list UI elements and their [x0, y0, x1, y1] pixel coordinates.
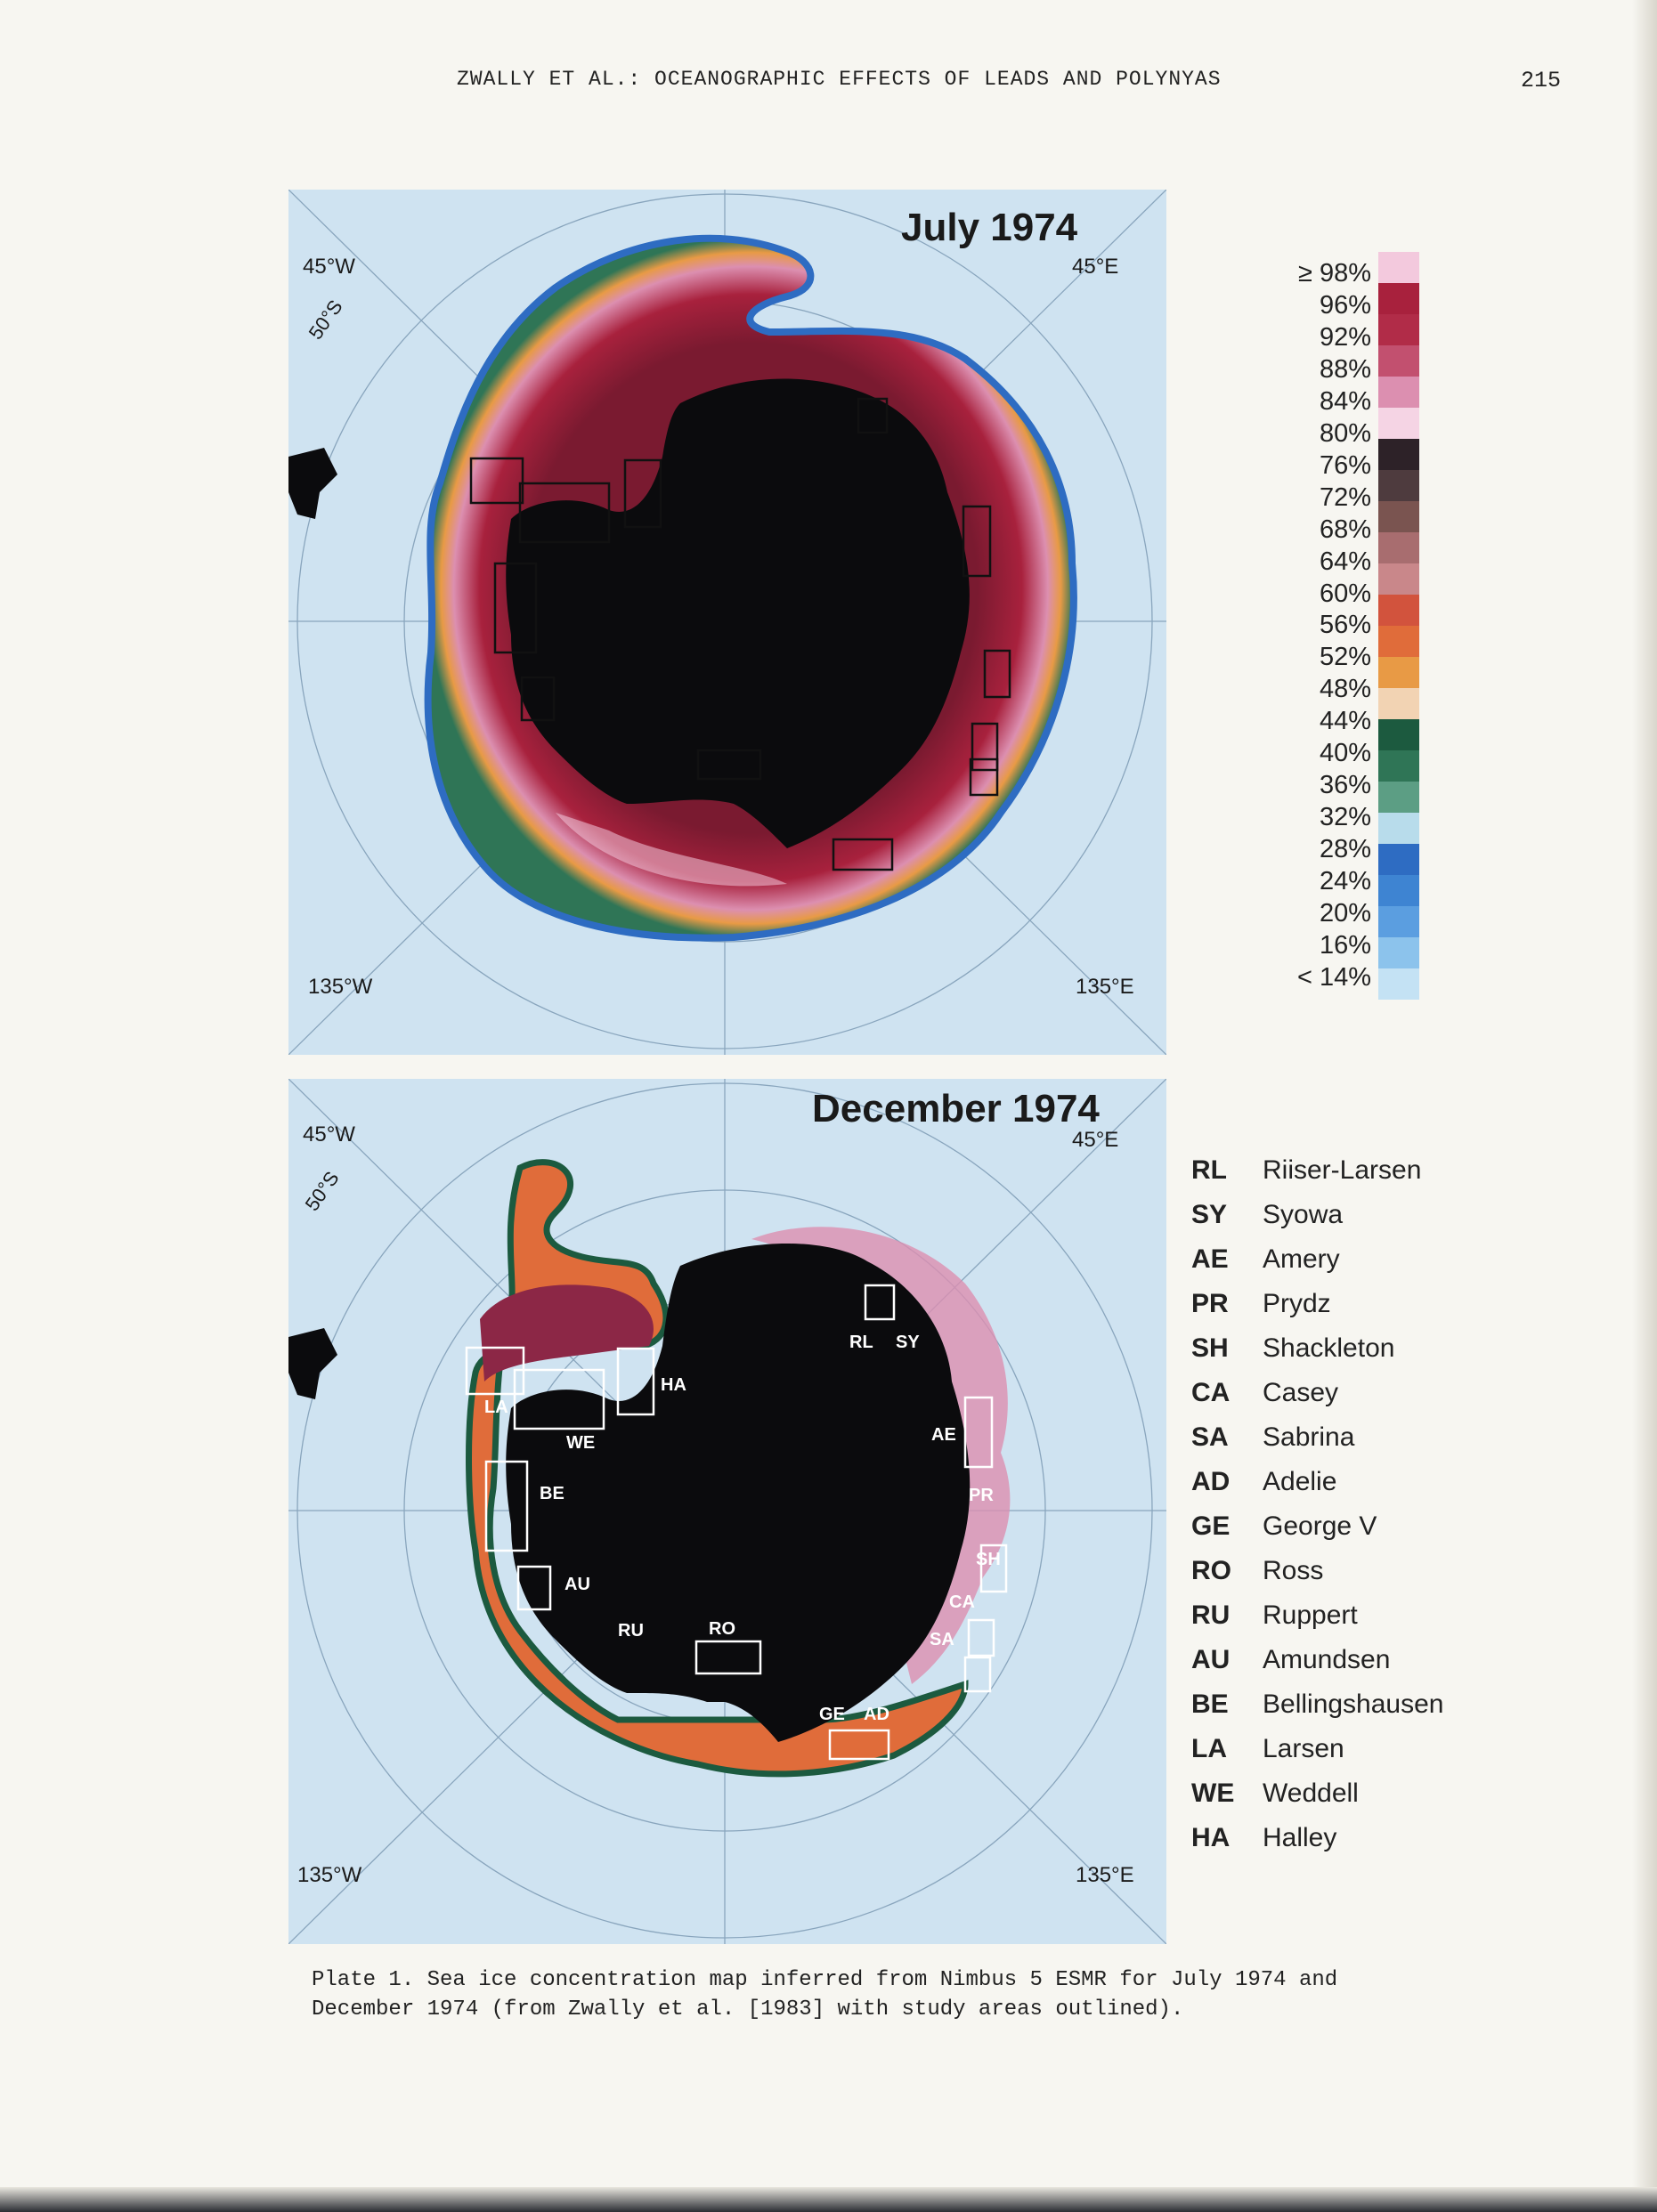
- legend-swatch: [1378, 439, 1419, 470]
- key-name: Sabrina: [1263, 1422, 1355, 1452]
- legend-swatch: [1378, 532, 1419, 563]
- key-code: SY: [1191, 1200, 1228, 1229]
- legend-color-bar: [1378, 252, 1419, 1000]
- label-135e: 135°E: [1076, 1863, 1134, 1887]
- region-label-sh: SH: [976, 1550, 1001, 1569]
- key-row: [1191, 1727, 1443, 1771]
- plate-caption: [312, 1965, 1514, 2024]
- legend-swatch: [1378, 563, 1419, 595]
- key-row: [1191, 1816, 1443, 1860]
- key-name: Riiser-Larsen: [1263, 1155, 1422, 1185]
- key-name: Ruppert: [1263, 1600, 1358, 1630]
- map-december-1974: [288, 1079, 1166, 1944]
- key-name: Syowa: [1263, 1200, 1344, 1229]
- legend-labels: [1297, 261, 1371, 991]
- label-45w: 45°W: [303, 255, 355, 279]
- map-july-1974: [288, 190, 1166, 1055]
- legend-label: 32%: [1319, 803, 1371, 832]
- key-code: GE: [1191, 1511, 1231, 1541]
- legend-swatch: [1378, 844, 1419, 875]
- key-row: [1191, 1148, 1443, 1193]
- legend-label: 16%: [1319, 931, 1371, 960]
- region-label-ro: RO: [709, 1619, 735, 1639]
- legend-swatch: [1378, 813, 1419, 844]
- legend-label: 48%: [1319, 675, 1371, 704]
- key-row: [1191, 1682, 1443, 1727]
- legend-label: ≥ 98%: [1297, 259, 1371, 288]
- key-code: SH: [1191, 1333, 1229, 1363]
- page-number: 215: [1521, 68, 1562, 93]
- key-name: Bellingshausen: [1263, 1689, 1444, 1719]
- legend-label: 64%: [1319, 547, 1371, 576]
- region-label-ad: AD: [864, 1705, 889, 1724]
- key-row: [1191, 1371, 1443, 1415]
- legend-label: 96%: [1319, 290, 1371, 320]
- legend-label: 88%: [1319, 354, 1371, 384]
- key-row: [1191, 1549, 1443, 1593]
- legend-swatch: [1378, 283, 1419, 314]
- map-december-svg: [288, 1079, 1166, 1944]
- key-row: [1191, 1282, 1443, 1326]
- legend-swatch: [1378, 875, 1419, 906]
- region-label-ha: HA: [661, 1375, 686, 1395]
- legend-label: 72%: [1319, 482, 1371, 512]
- legend-label: 20%: [1319, 899, 1371, 928]
- legend-swatch: [1378, 719, 1419, 750]
- legend-label: 68%: [1319, 515, 1371, 544]
- legend-swatch: [1378, 782, 1419, 813]
- key-code: SA: [1191, 1422, 1229, 1452]
- key-row: [1191, 1771, 1443, 1816]
- key-row: [1191, 1237, 1443, 1282]
- key-row: [1191, 1326, 1443, 1371]
- key-name: Prydz: [1263, 1289, 1331, 1318]
- region-label-rl: RL: [849, 1333, 873, 1352]
- key-row: [1191, 1593, 1443, 1638]
- label-50s: 50°S: [304, 296, 347, 344]
- legend-label: 60%: [1319, 579, 1371, 608]
- key-name: Amundsen: [1263, 1645, 1391, 1674]
- legend-swatch: [1378, 906, 1419, 937]
- label-45e: 45°E: [1072, 255, 1119, 279]
- legend-swatch: [1378, 408, 1419, 439]
- legend-label: 40%: [1319, 739, 1371, 768]
- map-title: July 1974: [901, 206, 1078, 249]
- label-45e: 45°E: [1072, 1128, 1119, 1152]
- legend-swatch: [1378, 595, 1419, 626]
- key-name: Shackleton: [1263, 1333, 1395, 1363]
- concentration-legend: [1247, 252, 1425, 1000]
- key-name: Amery: [1263, 1244, 1340, 1274]
- label-135w: 135°W: [308, 975, 373, 999]
- label-135e: 135°E: [1076, 975, 1134, 999]
- key-row: [1191, 1460, 1443, 1504]
- legend-label: < 14%: [1296, 962, 1371, 992]
- key-name: Casey: [1263, 1378, 1339, 1407]
- legend-label: 24%: [1319, 867, 1371, 896]
- caption-line-2: December 1974 (from Zwally et al. [1983] with study areas outlined).: [312, 1997, 1184, 2022]
- key-code: RU: [1191, 1600, 1231, 1630]
- key-row: [1191, 1193, 1443, 1237]
- legend-swatch: [1378, 968, 1419, 1000]
- legend-label: 84%: [1319, 386, 1371, 416]
- region-label-ae: AE: [931, 1425, 956, 1445]
- page-edge-shadow: [1632, 0, 1657, 2212]
- key-code: AU: [1191, 1645, 1231, 1674]
- legend-swatch: [1378, 377, 1419, 408]
- legend-label: 44%: [1319, 707, 1371, 736]
- legend-swatch: [1378, 688, 1419, 719]
- legend-swatch: [1378, 501, 1419, 532]
- label-50s: 50°S: [300, 1167, 344, 1215]
- legend-swatch: [1378, 657, 1419, 688]
- region-label-sa: SA: [930, 1630, 954, 1649]
- caption-line-1: Plate 1. Sea ice concentration map inferred from Nimbus 5 ESMR for July 1974 and: [312, 1968, 1338, 1992]
- map-title: December 1974: [812, 1087, 1100, 1130]
- key-row: [1191, 1638, 1443, 1682]
- key-name: George V: [1263, 1511, 1377, 1541]
- key-code: AE: [1191, 1244, 1229, 1274]
- region-label-ge: GE: [819, 1705, 845, 1724]
- key-name: Halley: [1263, 1823, 1337, 1852]
- legend-label: 28%: [1319, 835, 1371, 864]
- key-code: HA: [1191, 1823, 1231, 1852]
- key-code: RL: [1191, 1155, 1227, 1185]
- legend-swatch: [1378, 345, 1419, 377]
- key-row: [1191, 1415, 1443, 1460]
- key-code: RO: [1191, 1556, 1231, 1585]
- key-name: Ross: [1263, 1556, 1324, 1585]
- key-name: Adelie: [1263, 1467, 1337, 1496]
- region-label-we: WE: [566, 1433, 596, 1453]
- region-label-ru: RU: [618, 1621, 644, 1641]
- region-label-ca: CA: [949, 1592, 975, 1612]
- key-code: CA: [1191, 1378, 1231, 1407]
- legend-label: 92%: [1319, 322, 1371, 352]
- region-label-pr: PR: [969, 1486, 994, 1505]
- legend-label: 52%: [1319, 643, 1371, 672]
- key-name: Larsen: [1263, 1734, 1344, 1763]
- study-area-key: [1191, 1148, 1443, 1860]
- region-label-la: LA: [484, 1398, 508, 1417]
- label-135w: 135°W: [297, 1863, 362, 1887]
- bottom-edge-shadow: [0, 2187, 1657, 2212]
- label-45w: 45°W: [303, 1122, 355, 1147]
- key-name: Weddell: [1263, 1779, 1359, 1808]
- key-code: BE: [1191, 1689, 1229, 1719]
- legend-swatch: [1378, 937, 1419, 968]
- region-label-be: BE: [540, 1484, 565, 1503]
- key-code: PR: [1191, 1289, 1229, 1318]
- legend-swatch: [1378, 750, 1419, 782]
- key-code: WE: [1191, 1779, 1235, 1808]
- legend-label: 36%: [1319, 771, 1371, 800]
- legend-swatch: [1378, 314, 1419, 345]
- key-row: [1191, 1504, 1443, 1549]
- key-code: AD: [1191, 1467, 1231, 1496]
- legend-label: 80%: [1319, 418, 1371, 448]
- map-july-svg: [288, 190, 1166, 1055]
- legend-swatch: [1378, 626, 1419, 657]
- legend-label: 76%: [1319, 450, 1371, 480]
- legend-swatch: [1378, 252, 1419, 283]
- region-label-au: AU: [565, 1575, 590, 1594]
- running-head: ZWALLY ET AL.: OCEANOGRAPHIC EFFECTS OF LEADS AND POLYNYAS: [457, 68, 1222, 91]
- region-label-sy: SY: [896, 1333, 920, 1352]
- legend-swatch: [1378, 470, 1419, 501]
- legend-label: 56%: [1319, 611, 1371, 640]
- key-code: LA: [1191, 1734, 1227, 1763]
